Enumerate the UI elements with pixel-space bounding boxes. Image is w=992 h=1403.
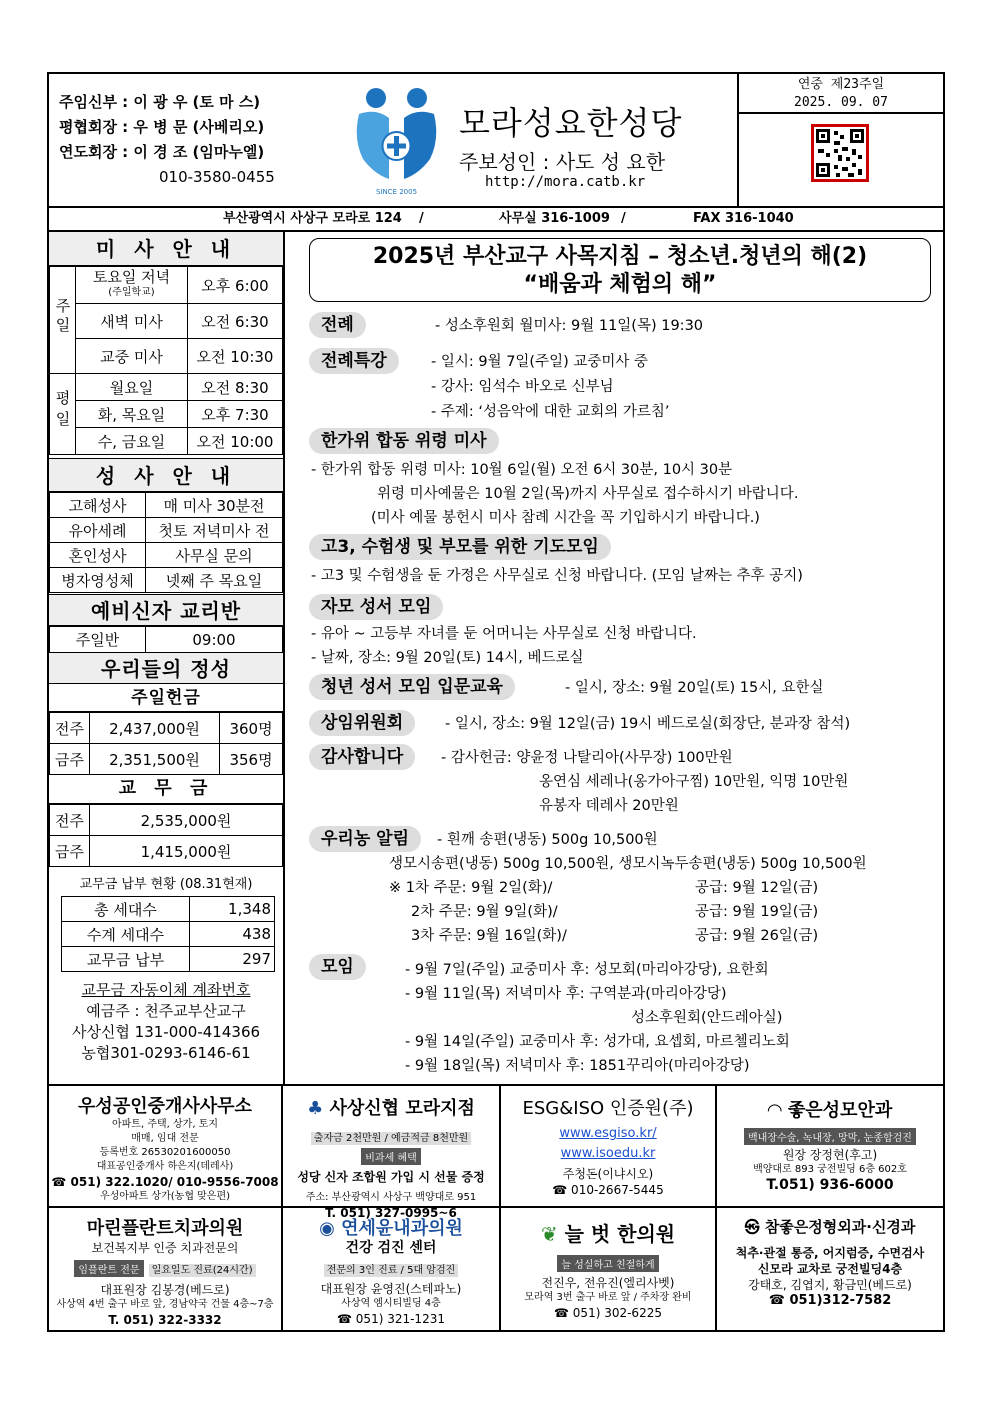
ad-link[interactable]: www.esgiso.kr/: [559, 1126, 657, 1141]
ads-section: [49, 1084, 943, 1330]
account-title: 교무금 자동이체 계좌번호: [81, 981, 251, 999]
banner-line-1: 2025년 부산교구 사목지침 – 청소년.청년의 해(2): [372, 244, 868, 269]
ad-phone: T.051) 936-6000: [766, 1177, 894, 1193]
standing-committee-tag: 상임위원회: [309, 710, 415, 736]
offering-amount: 2,437,000원: [90, 713, 220, 744]
offering-amount: 2,351,500원: [90, 744, 220, 775]
meetings-tag: 모임: [309, 954, 366, 980]
ad-line: 사상역 4번 출구 바로 앞, 경남약국 건물 4층~7층: [56, 1299, 274, 1310]
farm-line: 생모시송편(냉동) 500g 10,500원, 생모시녹두송편(냉동) 500g 10,500원: [389, 856, 867, 872]
banner-line-2: “배움과 체험의 해”: [523, 272, 717, 297]
dues-status-box: [49, 866, 283, 1082]
ad-link[interactable]: www.isoedu.kr: [560, 1146, 656, 1161]
dues-week: 금주: [50, 836, 90, 867]
ad-line: 주소: 부산광역시 사상구 백양대로 951: [305, 1192, 477, 1203]
qr-code-icon[interactable]: [811, 124, 869, 182]
liturgy-line: - 성소후원회 월미사: 9월 11일(목) 19:30: [435, 318, 704, 334]
ad-line: 대표공인중개사 하은지(데레사): [96, 1161, 234, 1172]
offering-week: 금주: [50, 744, 90, 775]
office-phone: 사무실 316-1009: [499, 211, 610, 226]
weekday-label: [50, 374, 76, 455]
bulletin-page: [47, 72, 945, 1332]
left-column: [49, 232, 285, 1084]
exam-prayer-line: - 고3 및 수험생을 둔 가정은 사무실로 신청 바랍니다. (모임 날짜는 추후 공지): [311, 568, 803, 584]
fax-number: FAX 316-1040: [693, 211, 794, 226]
address-bar: [49, 208, 943, 232]
dues-amount: 1,415,000원: [90, 836, 283, 867]
ad-badge: 전문의 3인 진료 / 5대 암검진: [324, 1264, 459, 1277]
sunday-label: [50, 267, 76, 374]
mothers-bible-line: - 날짜, 장소: 9월 20일(토) 14시, 베드로실: [311, 650, 584, 666]
ad-internal-clinic: [283, 1208, 501, 1332]
logo-since-text: SINCE 2005: [375, 188, 418, 196]
meeting-line: 성소후원회(안드레아실): [631, 1010, 783, 1026]
ad-line: 대표원장 김봉경(베드로): [100, 1283, 230, 1297]
ad-certification: [501, 1086, 717, 1208]
ad-title: 사상신협 모라지점: [329, 1098, 475, 1119]
ad-line: 아파트, 주택, 상가, 토지: [111, 1119, 218, 1130]
credit-union-logo-icon: ♣: [307, 1098, 324, 1119]
eye-clinic-logo-icon: ◠: [767, 1100, 782, 1121]
mass-name: 교중 미사: [76, 339, 188, 374]
sunday-offering-table: [49, 712, 283, 775]
dues-amount: 2,535,000원: [90, 805, 283, 836]
ad-credit-union: [283, 1086, 501, 1220]
mass-name: 화, 목요일: [76, 401, 188, 428]
right-column: [285, 232, 943, 1084]
ad-title: ESG&ISO 인증원(주): [522, 1098, 694, 1119]
clinic-logo-icon: ◉: [319, 1218, 335, 1239]
ad-line: 원장 장정현(후고): [782, 1148, 878, 1162]
header: [49, 74, 943, 208]
mass-table: [49, 266, 283, 455]
mass-time: 오전 8:30: [188, 374, 283, 401]
ad-phone: T. 051) 327-0995~6: [325, 1206, 457, 1220]
ad-line: 우성아파트 상가(농협 맞은편): [99, 1191, 231, 1202]
ad-title-row: [283, 1214, 499, 1240]
farm-notice-tag: 우리농 알림: [309, 826, 421, 852]
ad-phone: ☎ 051)312-7582: [768, 1293, 892, 1308]
ad-line: 출자금 2천만원 / 예금적금 8천만원: [311, 1132, 471, 1145]
status-label: 총 세대수: [62, 897, 190, 922]
meeting-line: - 9월 18일(목) 저녁미사 후: 1851꾸리아(마리아강당): [405, 1058, 750, 1074]
parish-name: 모라성요한성당: [459, 104, 683, 142]
separator: /: [621, 211, 626, 226]
parish-logo: [349, 84, 444, 199]
ad-line: 전진우, 전유진(엘리사벳): [541, 1276, 675, 1290]
account-number-1: 사상신협 131-000-414366: [71, 1023, 261, 1041]
ad-title-row: [717, 1096, 943, 1122]
ad-badge: 비과세 혜택: [361, 1148, 420, 1165]
weekday-label-text: 평일: [53, 390, 72, 432]
sunday-label-text: 주일: [53, 298, 72, 336]
catechumen-class: 주일반: [50, 627, 146, 653]
thanks-tag: 감사합니다: [309, 744, 415, 770]
ad-line: 대표원장 윤영진(스테파노): [320, 1282, 462, 1296]
mass-name: 새벽 미사: [76, 304, 188, 339]
sprout-logo-icon: ❦: [540, 1222, 558, 1246]
ad-title: 늘 벗 한의원: [564, 1222, 676, 1246]
union-chair-line: 연도회장 : 이 경 조 (임마누엘): [59, 143, 265, 161]
ad-title: 연세윤내과의원: [341, 1218, 463, 1239]
ad-orthopedic: [717, 1208, 943, 1332]
mass-time: 오전 10:30: [188, 339, 283, 374]
ad-badge: 백내장수술, 녹내장, 망막, 눈종합검진: [744, 1128, 916, 1145]
orthopedic-logo-icon: ㉿: [744, 1218, 760, 1236]
sacrament-table: [49, 492, 283, 593]
ad-phone: ☎ 051) 322.1020/ 010-9556-7008: [51, 1175, 279, 1189]
ad-oriental-clinic: [501, 1208, 717, 1332]
mothers-bible-tag: 자모 성서 모임: [309, 594, 443, 620]
farm-order: 3차 주문: 9월 16일(화)/: [411, 928, 567, 944]
ad-title: 우성공인중개사사무소: [78, 1096, 252, 1117]
sacrament-value: 사무실 문의: [146, 543, 283, 568]
account-number-2: 농협301-0293-6146-61: [81, 1044, 251, 1062]
status-label: 수계 세대수: [62, 922, 190, 947]
farm-order: ※ 1차 주문: 9월 2일(화)/: [389, 880, 553, 896]
ad-line: 척추·관절 통증, 어지럼증, 수면검사: [735, 1246, 925, 1260]
ad-line: 매매, 임대 전문: [131, 1133, 199, 1144]
offering-count: 360명: [220, 713, 283, 744]
mass-guide-title: 미 사 안 내: [49, 232, 283, 266]
status-value: 1,348: [190, 897, 275, 922]
mass-name: 토요일 저녁: [92, 268, 171, 286]
dues-week: 전주: [50, 805, 90, 836]
sacrament-value: 첫토 저녁미사 전: [146, 518, 283, 543]
ad-badge: 일요일도 진료(24시간): [149, 1264, 256, 1277]
account-info: [49, 980, 283, 1064]
qr-area: [737, 114, 943, 206]
ad-title-row: [283, 1094, 499, 1120]
mass-sub: (주일학교): [108, 287, 155, 298]
ad-line: 백양대로 893 궁전빌딩 6층 602호: [753, 1164, 907, 1175]
mass-time: 오전 6:30: [188, 304, 283, 339]
special-lecture-line: - 주제: ‘성음악에 대한 교회의 가르침’: [431, 404, 670, 420]
meeting-line: - 9월 14일(주일) 교중미사 후: 성가대, 요셉회, 마르첼리노회: [405, 1034, 790, 1050]
thanks-line: 옹연심 세레나(옹가아구찜) 10만원, 익명 10만원: [539, 774, 849, 790]
offering-title: 우리들의 정성: [49, 652, 283, 684]
ad-badge: 늘 성실하고 친절하게: [557, 1255, 658, 1272]
sacrament-guide-title: 성 사 안 내: [49, 458, 283, 492]
parish-url[interactable]: http://mora.catb.kr: [485, 174, 646, 190]
chuseok-mass-tag: 한가위 합동 위령 미사: [309, 428, 499, 454]
ad-phone: ☎ 051) 321-1231: [337, 1312, 445, 1326]
parish-logo-icon: [349, 84, 444, 199]
offering-week: 전주: [50, 713, 90, 744]
special-lecture-tag: 전례특강: [309, 348, 399, 374]
thanks-line: - 감사헌금: 양윤정 나탈리아(사무장) 100만원: [441, 750, 733, 766]
pastoral-banner: [309, 238, 931, 302]
account-holder: 예금주 : 천주교부산교구: [86, 1002, 246, 1020]
ad-line: 모라역 3번 출구 바로 앞 / 주차장 완비: [524, 1292, 692, 1303]
date-box: [737, 74, 943, 114]
status-value: 297: [190, 947, 275, 972]
meeting-line: - 9월 11일(목) 저녁미사 후: 구역분과(마리아강당): [405, 986, 727, 1002]
farm-supply: 공급: 9월 19일(금): [695, 904, 819, 920]
sunday-offering-title: 주일헌금: [49, 684, 283, 712]
liturgical-week: 연중 제23주일: [797, 77, 885, 92]
separator: /: [419, 211, 424, 226]
thanks-line: 유봉자 데레사 20만원: [539, 798, 679, 814]
mass-time: 오후 6:00: [188, 267, 283, 304]
ad-line: 등록번호 26530201600050: [99, 1147, 231, 1158]
council-chair-line: 평협회장 : 우 병 문 (사베리오): [59, 118, 265, 136]
ad-phone: ☎ 010-2667-5445: [552, 1183, 664, 1197]
clergy-list: [59, 90, 275, 190]
dues-table: [49, 804, 283, 867]
farm-supply: 공급: 9월 12일(금): [695, 880, 819, 896]
ad-eye-clinic: [717, 1086, 943, 1208]
patron-saint: 주보성인 : 사도 성 요한: [459, 150, 666, 174]
ad-line: 성당 신자 조합원 가입 시 선물 증정: [297, 1170, 485, 1184]
sacrament-name: 고해성사: [50, 493, 146, 518]
farm-line: - 흰깨 송편(냉동) 500g 10,500원: [437, 832, 658, 848]
offering-count: 356명: [220, 744, 283, 775]
status-label: 교무금 납부: [62, 947, 190, 972]
ad-line: 신모라 교차로 궁전빌딩4층: [757, 1262, 903, 1276]
dues-title: 교 무 금: [49, 774, 283, 804]
ad-line: 보건복지부 인증 치과전문의: [91, 1241, 239, 1255]
ad-line: 강태호, 김엽지, 황금민(베드로): [748, 1278, 912, 1292]
ad-title: 좋은성모안과: [787, 1100, 893, 1121]
mass-time: 오후 7:30: [188, 401, 283, 428]
sacrament-name: 혼인성사: [50, 543, 146, 568]
ad-title: 참좋은정형외과·신경과: [764, 1218, 916, 1236]
sacrament-value: 매 미사 30분전: [146, 493, 283, 518]
dues-status-table: [61, 896, 275, 972]
catechumen-table: [49, 626, 283, 653]
farm-order: 2차 주문: 9월 9일(화)/: [411, 904, 558, 920]
chuseok-line: 위령 미사예물은 10월 2일(목)까지 사무실로 접수하시기 바랍니다.: [377, 486, 799, 502]
special-lecture-line: - 일시: 9월 7일(주일) 교중미사 중: [431, 354, 649, 370]
mothers-bible-line: - 유아 ~ 고등부 자녀를 둔 어머니는 사무실로 신청 바랍니다.: [311, 626, 697, 642]
youth-bible-line: - 일시, 장소: 9월 20일(토) 15시, 요한실: [565, 680, 824, 696]
priest-line: 주임신부 : 이 광 우 (토 마 스): [59, 93, 261, 111]
ad-dental: [49, 1208, 283, 1332]
sacrament-name: 병자영성체: [50, 568, 146, 593]
ad-phone: T. 051) 322-3332: [108, 1313, 222, 1327]
special-lecture-line: - 강사: 임석수 바오로 신부님: [431, 379, 614, 395]
dues-status-title: 교무금 납부 현황 (08.31현재): [79, 877, 253, 892]
chuseok-line: - 한가위 합동 위령 미사: 10월 6일(월) 오전 6시 30분, 10시 30분: [311, 462, 733, 478]
sacrament-name: 유아세례: [50, 518, 146, 543]
ad-line: 주청돈(이냐시오): [562, 1167, 654, 1181]
catechumen-time: 09:00: [146, 627, 283, 653]
ad-badge: 임플란트 전문: [74, 1260, 143, 1277]
phone-number: 010-3580-0455: [159, 168, 275, 186]
ad-title-row: [501, 1218, 715, 1247]
chuseok-line: (미사 예물 봉헌시 미사 참례 시간을 꼭 기입하시기 바랍니다.): [371, 510, 760, 526]
ad-line: 건강 검진 센터: [345, 1240, 437, 1256]
catechumen-title: 예비신자 교리반: [49, 594, 283, 626]
ad-phone: ☎ 051) 302-6225: [554, 1306, 662, 1320]
ad-realestate: [49, 1086, 283, 1208]
ad-title: 마린플란트치과의원: [86, 1218, 244, 1239]
ad-line: 사상역 엠시티빌딩 4층: [341, 1298, 441, 1309]
exam-prayer-tag: 고3, 수험생 및 부모를 위한 기도모임: [309, 534, 611, 560]
parish-address: 부산광역시 사상구 모라로 124: [223, 211, 402, 226]
bulletin-date: 2025. 09. 07: [794, 95, 888, 110]
sacrament-value: 넷째 주 목요일: [146, 568, 283, 593]
liturgy-tag: 전례: [309, 312, 366, 338]
youth-bible-tag: 청년 성서 모임 입문교육: [309, 674, 515, 700]
meeting-line: - 9월 7일(주일) 교중미사 후: 성모회(마리아강당), 요한회: [405, 962, 769, 978]
mass-name-cell: [76, 267, 188, 304]
ad-title-row: [717, 1216, 943, 1237]
standing-committee-line: - 일시, 장소: 9월 12일(금) 19시 베드로실(회장단, 분과장 참석): [445, 716, 851, 732]
mass-name: 수, 금요일: [76, 428, 188, 455]
farm-supply: 공급: 9월 26일(금): [695, 928, 819, 944]
status-value: 438: [190, 922, 275, 947]
mass-name: 월요일: [76, 374, 188, 401]
mass-time: 오전 10:00: [188, 428, 283, 455]
